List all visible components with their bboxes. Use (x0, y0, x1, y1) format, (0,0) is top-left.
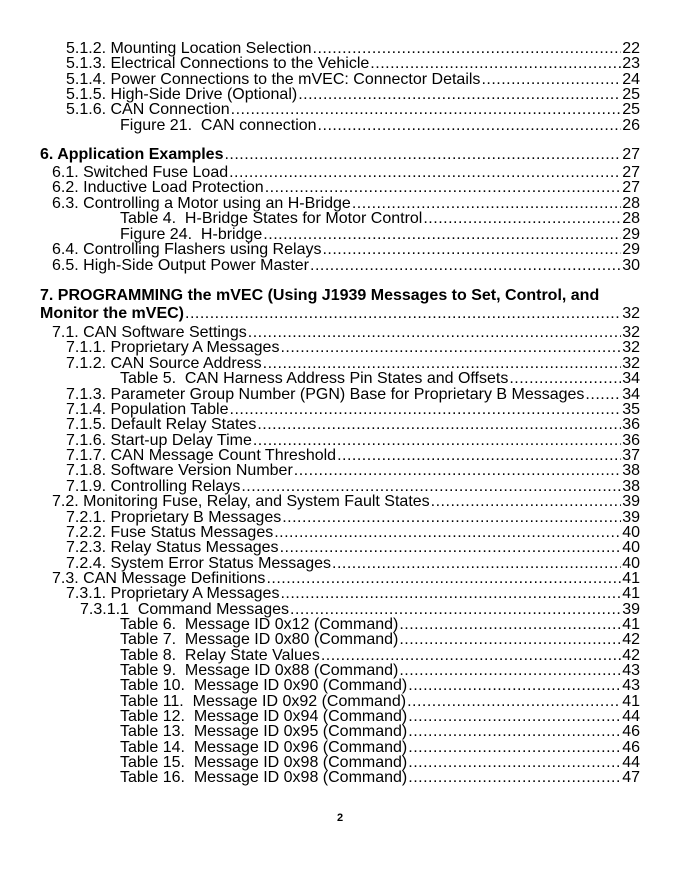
toc-entry-page: 30 (622, 257, 640, 274)
toc-entry-page: 39 (622, 601, 640, 618)
toc-entry-title: Figure 24. H-bridge (120, 226, 263, 243)
toc-entry-page: 41 (622, 570, 640, 587)
toc-entry-title: 7.2.4. System Error Status Messages (66, 555, 331, 572)
toc-entry-title: Table 11. Message ID 0x92 (Command) (120, 693, 407, 710)
toc-entry-title: 7.1.9. Controlling Relays (66, 478, 241, 495)
toc-entry-title: Table 8. Relay State Values (120, 647, 320, 664)
toc-entry-page: 32 (622, 355, 640, 372)
toc-entry-page: 44 (622, 708, 640, 725)
toc-entry-page: 32 (622, 324, 640, 341)
toc-entry-page: 40 (622, 524, 640, 541)
toc-entry-page: 38 (622, 478, 640, 495)
toc-entry-page: 36 (622, 416, 640, 433)
toc-entry-title: 7.1. CAN Software Settings (52, 324, 247, 341)
toc-entry-page: 39 (622, 493, 640, 510)
toc-entry-title: 7.3. CAN Message Definitions (52, 570, 266, 587)
toc-entry-page: 35 (622, 401, 640, 418)
toc-entry-page: 29 (622, 226, 640, 243)
toc-entry-page: 39 (622, 509, 640, 526)
toc-entry[interactable] (52, 257, 640, 275)
toc-entry-page: 23 (622, 55, 640, 72)
toc-entry-page: 34 (622, 386, 640, 403)
toc-entry-page: 32 (622, 305, 640, 322)
toc-entry-page: 43 (622, 677, 640, 694)
toc-entry-page: 28 (622, 210, 640, 227)
toc-entry-title: 6.3. Controlling a Motor using an H-Bridge (52, 195, 351, 212)
toc-entry-page: 40 (622, 539, 640, 556)
dot-leader (185, 305, 621, 323)
toc-entry-page: 41 (622, 616, 640, 633)
toc-entry-title: 6.1. Switched Fuse Load (52, 164, 229, 181)
toc-heading[interactable] (40, 146, 640, 164)
toc-entry-page: 25 (622, 101, 640, 118)
toc-entry-title: 5.1.5. High-Side Drive (Optional) (66, 86, 298, 103)
toc-entry-title: Table 14. Message ID 0x96 (Command) (120, 739, 408, 756)
toc-entry-title: 6. Application Examples (40, 146, 224, 163)
toc-entry-title: 7.1.5. Default Relay States (66, 416, 257, 433)
toc-entry-title: Table 16. Message ID 0x98 (Command) (120, 769, 408, 786)
toc-entry-title: 7.3.1. Proprietary A Messages (66, 585, 280, 602)
toc-entry-title: Monitor the mVEC) (40, 305, 184, 322)
toc-entry[interactable] (120, 117, 640, 135)
toc-entry-title: 7.1.7. CAN Message Count Threshold (66, 447, 337, 464)
toc-entry-title: Table 12. Message ID 0x94 (Command) (120, 708, 408, 725)
toc-entry-page: 36 (622, 432, 640, 449)
toc-entry[interactable] (120, 769, 640, 787)
toc-entry-title: 7.1.1. Proprietary A Messages (66, 339, 280, 356)
toc-entry-page: 38 (622, 462, 640, 479)
toc-entry-title: 5.1.2. Mounting Location Selection (66, 40, 312, 57)
toc-entry-page: 24 (622, 71, 640, 88)
toc-entry-page: 47 (622, 769, 640, 786)
toc-entry-title: 7.2.3. Relay Status Messages (66, 539, 279, 556)
toc-entry-page: 46 (622, 723, 640, 740)
toc-entry-page: 26 (622, 117, 640, 134)
toc-entry-title: Figure 21. CAN connection (120, 117, 317, 134)
toc-entry-title: 6.5. High-Side Output Power Master (52, 257, 310, 274)
toc-entry-title: 6.2. Inductive Load Protection (52, 179, 264, 196)
toc-entry-page: 29 (622, 241, 640, 258)
toc-entry-page: 41 (622, 693, 640, 710)
page-number: 2 (336, 812, 344, 824)
toc-entry-title: Table 4. H-Bridge States for Motor Control (120, 210, 423, 227)
dot-leader (318, 117, 622, 135)
toc-entry-page: 27 (622, 164, 640, 181)
toc-entry-title: Table 6. Message ID 0x12 (Command) (120, 616, 399, 633)
toc-entry-title: 7.1.6. Start-up Delay Time (66, 432, 252, 449)
toc-entry-page: 27 (622, 179, 640, 196)
toc-entry-page: 44 (622, 754, 640, 771)
toc-entry-title: 7.2.2. Fuse Status Messages (66, 524, 274, 541)
dot-leader (310, 257, 621, 275)
toc-entry-title: 7.2.1. Proprietary B Messages (66, 509, 282, 526)
toc-entry-title: 7.3.1.1 Command Messages (80, 601, 289, 618)
toc-entry-page: 46 (622, 739, 640, 756)
toc-entry-title: Table 9. Message ID 0x88 (Command) (120, 662, 399, 679)
toc-entry-title: Table 7. Message ID 0x80 (Command) (120, 631, 399, 648)
toc-entry-title: 5.1.4. Power Connections to the mVEC: Connector Details (66, 71, 481, 88)
toc-entry-title: 6.4. Controlling Flashers using Relays (52, 241, 322, 258)
toc-entry-page: 41 (622, 585, 640, 602)
toc-entry-page: 43 (622, 662, 640, 679)
dot-leader (224, 146, 621, 164)
toc-entry-title: Table 5. CAN Harness Address Pin States and Offsets (120, 370, 509, 387)
toc-entry-title: 5.1.6. CAN Connection (66, 101, 230, 118)
toc-entry-title: 7.2. Monitoring Fuse, Relay, and System Fault States (52, 493, 430, 510)
toc-entry-title: Table 15. Message ID 0x98 (Command) (120, 754, 408, 771)
toc-entry-page: 34 (622, 370, 640, 387)
toc-entry-title: 7.1.8. Software Version Number (66, 462, 293, 479)
toc-entry-title: 7.1.3. Parameter Group Number (PGN) Base for Proprietary B Messages (66, 386, 585, 403)
toc-entry-page: 25 (622, 86, 640, 103)
toc-entry-page: 22 (622, 40, 640, 57)
toc-entry-title: Table 10. Message ID 0x90 (Command) (120, 677, 408, 694)
toc-entry-title: 7.1.4. Population Table (66, 401, 229, 418)
toc-entry-title: 5.1.3. Electrical Connections to the Vehicle (66, 55, 370, 72)
toc-entry-page: 37 (622, 447, 640, 464)
toc-heading-line: 7. PROGRAMMING the mVEC (Using J1939 Messages to Set, Control, and (40, 287, 600, 304)
toc-entry-title: 7.1.2. CAN Source Address (66, 355, 262, 372)
toc-entry-page: 42 (622, 647, 640, 664)
toc-entry-page: 28 (622, 195, 640, 212)
toc-entry-page: 27 (622, 146, 640, 163)
toc-entry-page: 40 (622, 555, 640, 572)
toc-heading[interactable] (40, 305, 640, 323)
toc-entry-title: Table 13. Message ID 0x95 (Command) (120, 723, 408, 740)
toc-entry-page: 32 (622, 339, 640, 356)
dot-leader (408, 769, 621, 787)
toc-entry-page: 42 (622, 631, 640, 648)
